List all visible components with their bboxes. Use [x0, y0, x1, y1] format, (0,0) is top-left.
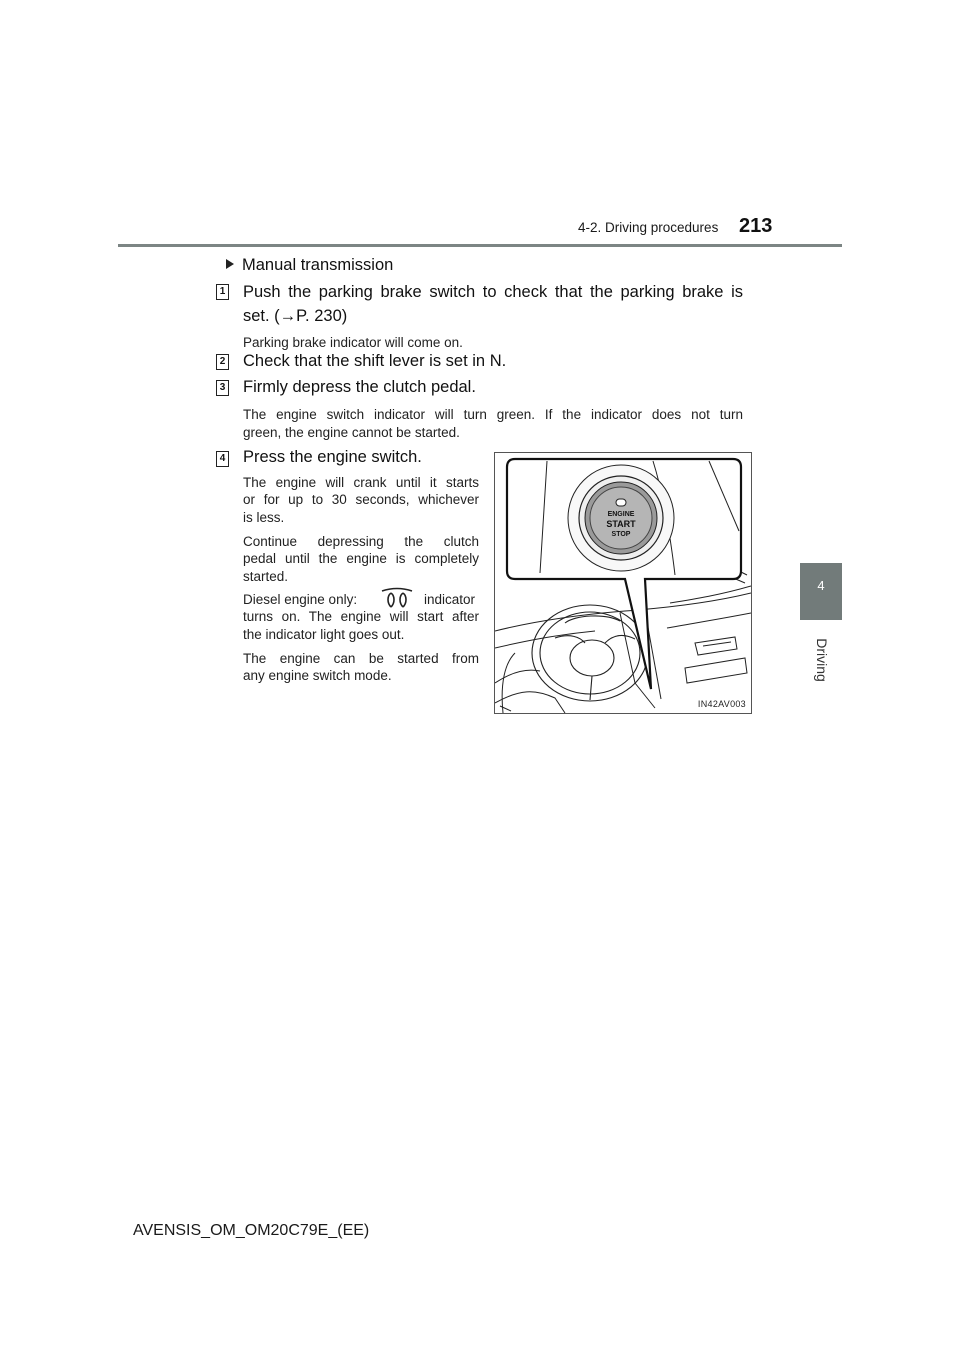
figure-code: IN42AV003 [697, 699, 746, 709]
step-2-text: Check that the shift lever is set in N. [243, 352, 507, 370]
step-3-text: Firmly depress the clutch pedal. [243, 378, 476, 396]
button-label-start: START [606, 519, 636, 529]
step-4-note-1a: The engine will crank until it starts [243, 475, 479, 490]
step-4-note-2a: Continue depressing the clutch [243, 534, 479, 549]
step-4-note-3b: indicator [424, 592, 476, 607]
step-1-note: Parking brake indicator will come on. [243, 335, 463, 350]
step-1-text-cont: set. (→P. 230) [243, 307, 348, 325]
step-number-3: 3 [216, 380, 229, 396]
step-4-note-3c: turns on. The engine will start after [243, 609, 479, 624]
chapter-tab-number: 4 [817, 578, 825, 593]
engine-start-button [568, 465, 674, 571]
step-4-note-2c: started. [243, 569, 289, 584]
step-number-4: 4 [216, 451, 229, 467]
step-4-note-3d: the indicator light goes out. [243, 627, 405, 642]
step-4-note-1b: or for up to 30 seconds, whichever [243, 492, 479, 507]
steering-wheel [532, 605, 648, 701]
step-4-note-4b: any engine switch mode. [243, 668, 392, 683]
subheading [226, 256, 393, 275]
chapter-tab-label: Driving [814, 638, 830, 682]
document-footer: AVENSIS_OM_OM20C79E_(EE) [133, 1222, 370, 1239]
step-1-text: Push the parking brake switch to check that the parking brake is [243, 283, 743, 301]
step-number-1: 1 [216, 284, 229, 300]
button-label-engine: ENGINE [607, 511, 635, 518]
button-label-stop: STOP [611, 531, 631, 538]
step-4-text: Press the engine switch. [243, 448, 422, 466]
step-4-note-1c: is less. [243, 510, 285, 525]
engine-switch-illustration [494, 452, 752, 714]
step-number-2: 2 [216, 354, 229, 370]
subheading-text: Manual transmission [242, 256, 394, 274]
step-4-note-3a: Diesel engine only: [243, 592, 358, 607]
switch-indicator-light [616, 499, 626, 506]
page-number: 213 [739, 215, 773, 237]
step-3-note: The engine switch indicator will turn green. If the indicator does not turn [243, 407, 743, 422]
step-4-note-4a: The engine can be started from [243, 651, 479, 666]
section-title: 4-2. Driving procedures [578, 220, 719, 235]
dashboard-drawing [495, 453, 751, 713]
step-4-note-2b: pedal until the engine is completely [243, 551, 479, 566]
header-rule [118, 244, 842, 247]
step-3-note-cont: green, the engine cannot be started. [243, 425, 460, 440]
triangle-right-icon [226, 259, 234, 269]
